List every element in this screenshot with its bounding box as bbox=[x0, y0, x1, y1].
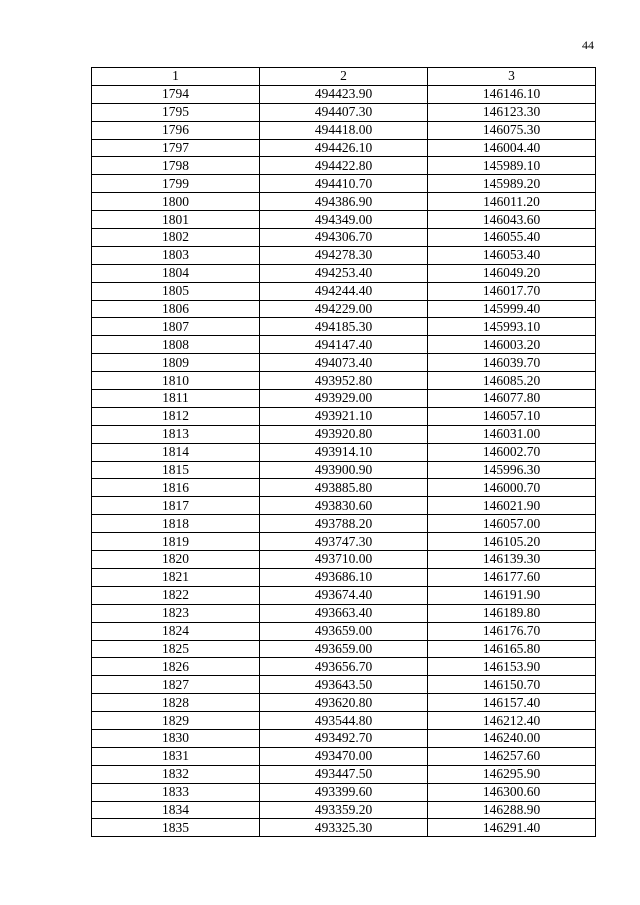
table-row bbox=[92, 729, 596, 747]
x-coordinate-cell: 493686.10 bbox=[260, 568, 428, 586]
table-row bbox=[92, 640, 596, 658]
point-number-cell: 1809 bbox=[92, 354, 260, 372]
table-row bbox=[92, 354, 596, 372]
point-number-cell: 1834 bbox=[92, 801, 260, 819]
table-row bbox=[92, 336, 596, 354]
table-row bbox=[92, 139, 596, 157]
point-number-cell: 1823 bbox=[92, 604, 260, 622]
point-number-cell: 1810 bbox=[92, 372, 260, 390]
point-number-cell: 1835 bbox=[92, 819, 260, 837]
table-row bbox=[92, 801, 596, 819]
y-coordinate-cell: 145989.10 bbox=[428, 157, 596, 175]
y-coordinate-cell: 146003.20 bbox=[428, 336, 596, 354]
x-coordinate-cell: 493885.80 bbox=[260, 479, 428, 497]
x-coordinate-cell: 494418.00 bbox=[260, 121, 428, 139]
table-row bbox=[92, 497, 596, 515]
y-coordinate-cell: 146049.20 bbox=[428, 264, 596, 282]
table-row bbox=[92, 425, 596, 443]
point-number-cell: 1821 bbox=[92, 568, 260, 586]
x-coordinate-cell: 493492.70 bbox=[260, 729, 428, 747]
x-coordinate-cell: 494407.30 bbox=[260, 103, 428, 121]
x-coordinate-cell: 494278.30 bbox=[260, 246, 428, 264]
table-row bbox=[92, 765, 596, 783]
x-coordinate-cell: 494073.40 bbox=[260, 354, 428, 372]
x-coordinate-cell: 493656.70 bbox=[260, 658, 428, 676]
x-coordinate-cell: 493620.80 bbox=[260, 694, 428, 712]
point-number-cell: 1802 bbox=[92, 229, 260, 247]
page-number: 44 bbox=[582, 38, 594, 52]
y-coordinate-cell: 146000.70 bbox=[428, 479, 596, 497]
x-coordinate-cell: 493900.90 bbox=[260, 461, 428, 479]
table-row bbox=[92, 622, 596, 640]
x-coordinate-cell: 493359.20 bbox=[260, 801, 428, 819]
table-row bbox=[92, 211, 596, 229]
y-coordinate-cell: 146057.00 bbox=[428, 515, 596, 533]
x-coordinate-cell: 493830.60 bbox=[260, 497, 428, 515]
table-row bbox=[92, 121, 596, 139]
y-coordinate-cell: 146150.70 bbox=[428, 676, 596, 694]
y-coordinate-cell: 146039.70 bbox=[428, 354, 596, 372]
table-row bbox=[92, 443, 596, 461]
table-row bbox=[92, 461, 596, 479]
table-row bbox=[92, 407, 596, 425]
point-number-cell: 1813 bbox=[92, 425, 260, 443]
table-row bbox=[92, 157, 596, 175]
table-row bbox=[92, 193, 596, 211]
point-number-cell: 1817 bbox=[92, 497, 260, 515]
x-coordinate-cell: 494185.30 bbox=[260, 318, 428, 336]
point-number-cell: 1815 bbox=[92, 461, 260, 479]
y-coordinate-cell: 146053.40 bbox=[428, 246, 596, 264]
point-number-cell: 1801 bbox=[92, 211, 260, 229]
x-coordinate-cell: 493659.00 bbox=[260, 640, 428, 658]
y-coordinate-cell: 146189.80 bbox=[428, 604, 596, 622]
point-number-cell: 1824 bbox=[92, 622, 260, 640]
point-number-cell: 1796 bbox=[92, 121, 260, 139]
y-coordinate-cell: 146176.70 bbox=[428, 622, 596, 640]
table-row bbox=[92, 604, 596, 622]
point-number-cell: 1822 bbox=[92, 586, 260, 604]
table-row bbox=[92, 282, 596, 300]
point-number-cell: 1831 bbox=[92, 747, 260, 765]
table-row bbox=[92, 229, 596, 247]
y-coordinate-cell: 146300.60 bbox=[428, 783, 596, 801]
y-coordinate-cell: 146085.20 bbox=[428, 372, 596, 390]
y-coordinate-cell: 146077.80 bbox=[428, 390, 596, 408]
x-coordinate-cell: 493674.40 bbox=[260, 586, 428, 604]
x-coordinate-cell: 494386.90 bbox=[260, 193, 428, 211]
point-number-cell: 1806 bbox=[92, 300, 260, 318]
table-row bbox=[92, 783, 596, 801]
table-row bbox=[92, 533, 596, 551]
table-row bbox=[92, 712, 596, 730]
point-number-cell: 1799 bbox=[92, 175, 260, 193]
column-header-3: 3 bbox=[428, 68, 596, 86]
column-header-1: 1 bbox=[92, 68, 260, 86]
point-number-cell: 1829 bbox=[92, 712, 260, 730]
table-row bbox=[92, 568, 596, 586]
point-number-cell: 1819 bbox=[92, 533, 260, 551]
y-coordinate-cell: 146123.30 bbox=[428, 103, 596, 121]
table-body bbox=[92, 85, 596, 836]
table-row bbox=[92, 658, 596, 676]
table-header-row bbox=[92, 68, 596, 86]
y-coordinate-cell: 145999.40 bbox=[428, 300, 596, 318]
x-coordinate-cell: 493920.80 bbox=[260, 425, 428, 443]
point-number-cell: 1797 bbox=[92, 139, 260, 157]
point-number-cell: 1826 bbox=[92, 658, 260, 676]
point-number-cell: 1800 bbox=[92, 193, 260, 211]
x-coordinate-cell: 493747.30 bbox=[260, 533, 428, 551]
point-number-cell: 1807 bbox=[92, 318, 260, 336]
x-coordinate-cell: 493643.50 bbox=[260, 676, 428, 694]
point-number-cell: 1804 bbox=[92, 264, 260, 282]
x-coordinate-cell: 493663.40 bbox=[260, 604, 428, 622]
table-row bbox=[92, 372, 596, 390]
point-number-cell: 1818 bbox=[92, 515, 260, 533]
point-number-cell: 1814 bbox=[92, 443, 260, 461]
table-row bbox=[92, 175, 596, 193]
y-coordinate-cell: 146291.40 bbox=[428, 819, 596, 837]
x-coordinate-cell: 493659.00 bbox=[260, 622, 428, 640]
point-number-cell: 1795 bbox=[92, 103, 260, 121]
x-coordinate-cell: 493952.80 bbox=[260, 372, 428, 390]
y-coordinate-cell: 146240.00 bbox=[428, 729, 596, 747]
point-number-cell: 1825 bbox=[92, 640, 260, 658]
point-number-cell: 1794 bbox=[92, 85, 260, 103]
x-coordinate-cell: 494253.40 bbox=[260, 264, 428, 282]
coordinates-table bbox=[91, 67, 596, 837]
table-row bbox=[92, 676, 596, 694]
point-number-cell: 1820 bbox=[92, 551, 260, 569]
table-row bbox=[92, 318, 596, 336]
x-coordinate-cell: 493788.20 bbox=[260, 515, 428, 533]
x-coordinate-cell: 494410.70 bbox=[260, 175, 428, 193]
x-coordinate-cell: 494229.00 bbox=[260, 300, 428, 318]
point-number-cell: 1798 bbox=[92, 157, 260, 175]
point-number-cell: 1811 bbox=[92, 390, 260, 408]
x-coordinate-cell: 493710.00 bbox=[260, 551, 428, 569]
y-coordinate-cell: 146057.10 bbox=[428, 407, 596, 425]
x-coordinate-cell: 493325.30 bbox=[260, 819, 428, 837]
point-number-cell: 1833 bbox=[92, 783, 260, 801]
x-coordinate-cell: 493929.00 bbox=[260, 390, 428, 408]
table-row bbox=[92, 300, 596, 318]
x-coordinate-cell: 494423.90 bbox=[260, 85, 428, 103]
y-coordinate-cell: 146257.60 bbox=[428, 747, 596, 765]
point-number-cell: 1832 bbox=[92, 765, 260, 783]
column-header-2: 2 bbox=[260, 68, 428, 86]
y-coordinate-cell: 146288.90 bbox=[428, 801, 596, 819]
y-coordinate-cell: 146139.30 bbox=[428, 551, 596, 569]
point-number-cell: 1816 bbox=[92, 479, 260, 497]
x-coordinate-cell: 493914.10 bbox=[260, 443, 428, 461]
y-coordinate-cell: 145993.10 bbox=[428, 318, 596, 336]
y-coordinate-cell: 146043.60 bbox=[428, 211, 596, 229]
y-coordinate-cell: 145989.20 bbox=[428, 175, 596, 193]
y-coordinate-cell: 146212.40 bbox=[428, 712, 596, 730]
point-number-cell: 1805 bbox=[92, 282, 260, 300]
table-row bbox=[92, 390, 596, 408]
y-coordinate-cell: 146004.40 bbox=[428, 139, 596, 157]
point-number-cell: 1808 bbox=[92, 336, 260, 354]
table-row bbox=[92, 103, 596, 121]
y-coordinate-cell: 146157.40 bbox=[428, 694, 596, 712]
table-row bbox=[92, 694, 596, 712]
y-coordinate-cell: 146075.30 bbox=[428, 121, 596, 139]
x-coordinate-cell: 493921.10 bbox=[260, 407, 428, 425]
y-coordinate-cell: 146153.90 bbox=[428, 658, 596, 676]
y-coordinate-cell: 146031.00 bbox=[428, 425, 596, 443]
point-number-cell: 1830 bbox=[92, 729, 260, 747]
y-coordinate-cell: 145996.30 bbox=[428, 461, 596, 479]
table-row bbox=[92, 551, 596, 569]
x-coordinate-cell: 494306.70 bbox=[260, 229, 428, 247]
y-coordinate-cell: 146002.70 bbox=[428, 443, 596, 461]
point-number-cell: 1828 bbox=[92, 694, 260, 712]
x-coordinate-cell: 493544.80 bbox=[260, 712, 428, 730]
x-coordinate-cell: 493399.60 bbox=[260, 783, 428, 801]
x-coordinate-cell: 493470.00 bbox=[260, 747, 428, 765]
y-coordinate-cell: 146165.80 bbox=[428, 640, 596, 658]
y-coordinate-cell: 146146.10 bbox=[428, 85, 596, 103]
y-coordinate-cell: 146011.20 bbox=[428, 193, 596, 211]
table-row bbox=[92, 515, 596, 533]
table-row bbox=[92, 586, 596, 604]
y-coordinate-cell: 146295.90 bbox=[428, 765, 596, 783]
x-coordinate-cell: 494147.40 bbox=[260, 336, 428, 354]
table-row bbox=[92, 264, 596, 282]
point-number-cell: 1827 bbox=[92, 676, 260, 694]
y-coordinate-cell: 146021.90 bbox=[428, 497, 596, 515]
x-coordinate-cell: 494422.80 bbox=[260, 157, 428, 175]
x-coordinate-cell: 494244.40 bbox=[260, 282, 428, 300]
y-coordinate-cell: 146105.20 bbox=[428, 533, 596, 551]
x-coordinate-cell: 494349.00 bbox=[260, 211, 428, 229]
y-coordinate-cell: 146191.90 bbox=[428, 586, 596, 604]
y-coordinate-cell: 146055.40 bbox=[428, 229, 596, 247]
x-coordinate-cell: 494426.10 bbox=[260, 139, 428, 157]
y-coordinate-cell: 146017.70 bbox=[428, 282, 596, 300]
point-number-cell: 1812 bbox=[92, 407, 260, 425]
x-coordinate-cell: 493447.50 bbox=[260, 765, 428, 783]
point-number-cell: 1803 bbox=[92, 246, 260, 264]
table-row bbox=[92, 819, 596, 837]
table-row bbox=[92, 479, 596, 497]
table-row bbox=[92, 246, 596, 264]
y-coordinate-cell: 146177.60 bbox=[428, 568, 596, 586]
table-row bbox=[92, 85, 596, 103]
table-row bbox=[92, 747, 596, 765]
